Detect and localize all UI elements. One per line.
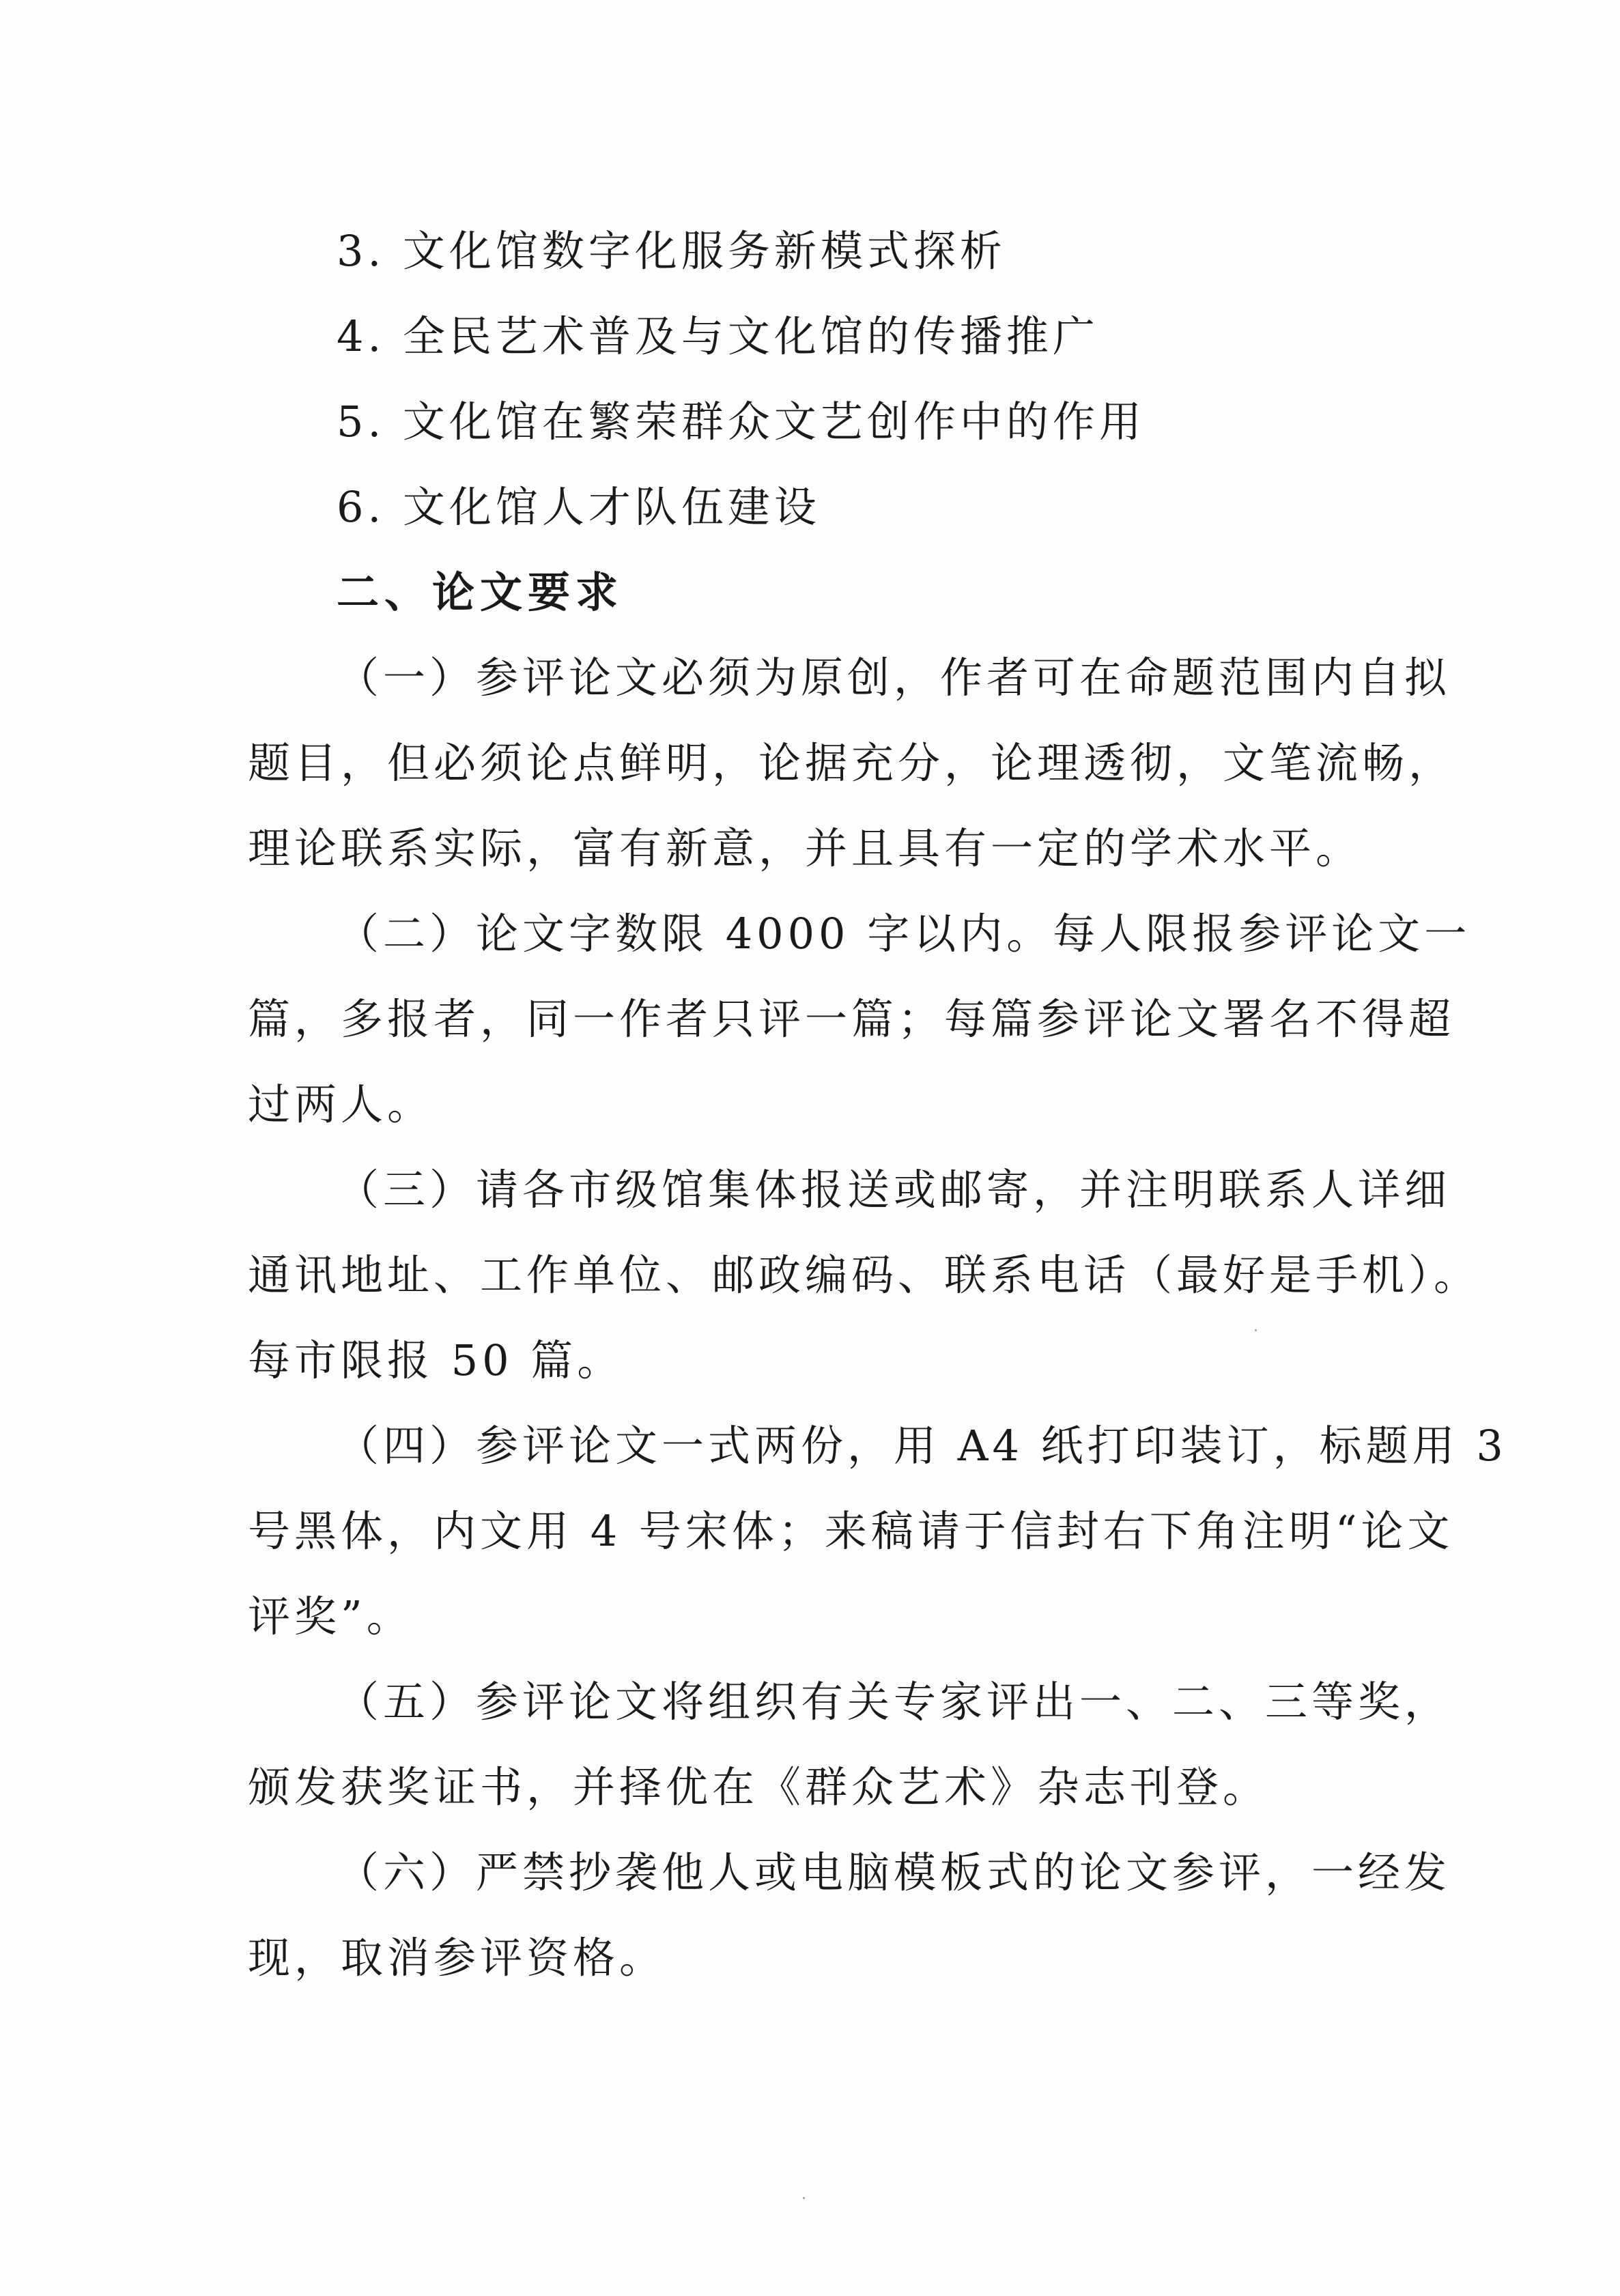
requirement-4-line-1: （四）参评论文一式两份，用 A4 纸打印装订，标题用 3	[337, 1421, 1507, 1471]
requirement-6-line-1: （六）严禁抄袭他人或电脑模板式的论文参评，一经发	[337, 1847, 1451, 1897]
requirement-3-line-3: 每市限报 50 篇。	[248, 1335, 624, 1385]
topic-item-4: 4. 全民艺术普及与文化馆的传播推广	[337, 311, 1099, 361]
requirement-4-line-3: 评奖”。	[248, 1591, 413, 1641]
topic-item-3: 3. 文化馆数字化服务新模式探析	[337, 226, 1006, 276]
requirement-5-line-2: 颁发获奖证书，并择优在《群众艺术》杂志刊登。	[248, 1762, 1270, 1812]
requirement-1-line-2: 题目，但必须论点鲜明，论据充分，论理透彻，文笔流畅，	[248, 738, 1455, 788]
requirement-6-line-2: 现，取消参评资格。	[248, 1933, 666, 1983]
scan-speck	[1255, 1329, 1257, 1331]
requirement-3-line-2: 通讯地址、工作单位、邮政编码、联系电话（最好是手机）。	[248, 1250, 1481, 1300]
topic-item-5: 5. 文化馆在繁荣群众文艺创作中的作用	[337, 397, 1146, 447]
requirement-2-line-1: （二）论文字数限 4000 字以内。每人限报参评论文一	[337, 909, 1471, 959]
requirement-3-line-1: （三）请各市级馆集体报送或邮寄，并注明联系人详细	[337, 1165, 1451, 1215]
requirement-4-line-2: 号黑体，内文用 4 号宋体；来稿请于信封右下角注明“论文	[248, 1506, 1454, 1556]
requirement-1-line-3: 理论联系实际，富有新意，并且具有一定的学术水平。	[248, 823, 1363, 873]
requirement-2-line-3: 过两人。	[248, 1079, 434, 1129]
topic-item-6: 6. 文化馆人才队伍建设	[337, 482, 821, 532]
scan-speck	[803, 2197, 805, 2199]
requirement-1-line-1: （一）参评论文必须为原创，作者可在命题范围内自拟	[337, 653, 1451, 703]
requirement-2-line-2: 篇，多报者，同一作者只评一篇；每篇参评论文署名不得超	[248, 994, 1455, 1044]
requirement-5-line-1: （五）参评论文将组织有关专家评出一、二、三等奖，	[337, 1677, 1451, 1727]
section-heading: 二、论文要求	[337, 567, 624, 617]
